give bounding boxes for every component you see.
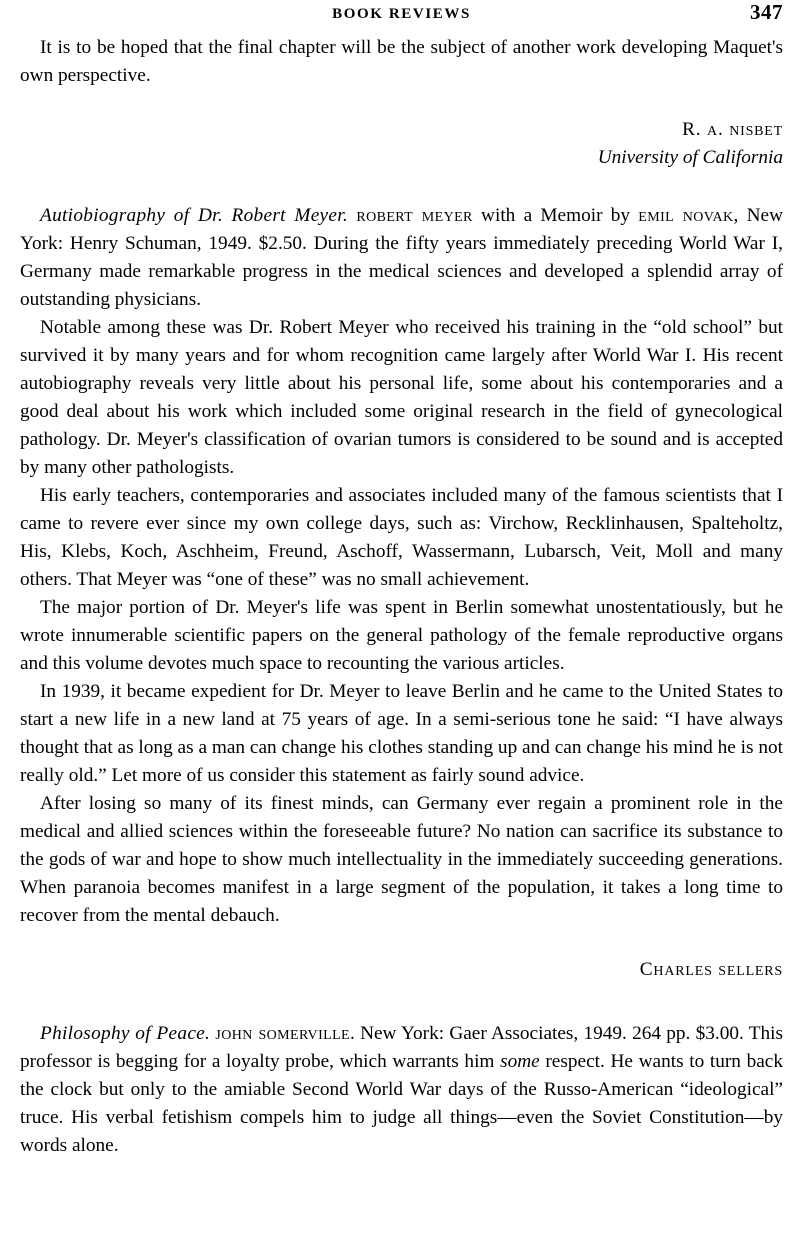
review-paragraph: After losing so many of its finest minds, can Germany ever regain a prominent role in the medical and allied sciences within the foreseeable future? No nation can sacrifice its substance to the gods of war and hope to show much intellectuality in the immediately succeeding generations. When paranoia becomes manifest in a large segment of the population, it takes a long time to recover from the mental debauch. xyxy=(20,793,783,926)
review-author-primary: robert meyer xyxy=(356,205,473,226)
spacer xyxy=(20,984,783,1020)
journal-page xyxy=(20,0,783,1259)
review-author-secondary: emil novak xyxy=(638,205,734,226)
signature-block-nisbet xyxy=(20,116,783,172)
review-emphasis: some xyxy=(500,1051,540,1072)
signature-block-sellers xyxy=(20,956,783,984)
review-paragraph: Notable among these was Dr. Robert Meyer who received his training in the “old school” but survived it by many years and for whom recognition came largely after World War I. His recent autobiography reveals very little about his personal life, some about his contemporaries and a good deal about his work which included some original research in the field of gynecological pathology. Dr. Meyer's classification of ovarian tumors is considered to be sound and is accepted by many other pathologists. xyxy=(20,317,783,478)
review-imprint: , New York: Henry Schuman, 1949. $2.50. xyxy=(20,205,783,254)
reviewer-affiliation: University of California xyxy=(597,147,783,168)
review-heading-somerville xyxy=(20,1020,783,1160)
review-lead-in: During the fifty years immediately preceding World War I, Germany made remarkable progress in the medical sciences and developed a splendid array of outstanding physicians. xyxy=(20,233,783,310)
review-author-primary: john somerville xyxy=(215,1023,350,1044)
review-lead-in-a: This professor is begging for a loyalty probe, which warrants him xyxy=(20,1023,784,1072)
reviewer-name: Charles sellers xyxy=(639,959,783,980)
review-lead-in-b: respect. He wants to turn back the clock but only to the amiable Second World War days of the Russo-American “ideological” truce. His verbal fetishism compels him to judge all things—even the Soviet Constitution—by words alone. xyxy=(20,1051,783,1156)
review-connector: with a Memoir by xyxy=(472,205,639,226)
review-title: Autiobiography of Dr. Robert Meyer. xyxy=(40,205,349,226)
review-paragraph: The major portion of Dr. Meyer's life was spent in Berlin somewhat unostentatiously, but he wrote innumerable scientific papers on the general pathology of the female reproductive organs and this volume devotes much space to recounting the various articles. xyxy=(20,597,783,674)
spacer xyxy=(20,172,783,202)
continued-review-paragraph: It is to be hoped that the final chapter will be the subject of another work developing Maquet's own perspective. xyxy=(20,37,783,86)
running-head xyxy=(20,0,783,34)
review-title: Philosophy of Peace. xyxy=(40,1023,211,1044)
review-connector: . xyxy=(350,1023,361,1044)
review-paragraph: In 1939, it became expedient for Dr. Meyer to leave Berlin and he came to the United States to start a new life in a new land at 75 years of age. In a semi-serious tone he said: “I have always thought that as long as a man can change his clothes standing up and can change his mind he is not really old.” Let more of us consider this statement as fairly sound advice. xyxy=(20,681,783,786)
reviewer-name: R. a. nisbet xyxy=(682,119,783,140)
spacer xyxy=(20,90,783,116)
running-head-title: BOOK REVIEWS xyxy=(332,6,471,22)
spacer xyxy=(20,930,783,956)
review-heading-meyer xyxy=(20,202,783,314)
page-number: 347 xyxy=(750,0,783,24)
review-paragraph: His early teachers, contemporaries and associates included many of the famous scientists that I came to revere ever since my own college days, such as: Virchow, Recklinhausen, Spalteholtz, His, Klebs, Koch, Aschheim, Freund, Aschoff, Wassermann, Lubarsch, Veit, Moll and many others. That Meyer was “one of these” was no small achievement. xyxy=(20,485,783,590)
review-imprint: New York: Gaer Associates, 1949. 264 pp. $3.00. xyxy=(360,1023,744,1044)
